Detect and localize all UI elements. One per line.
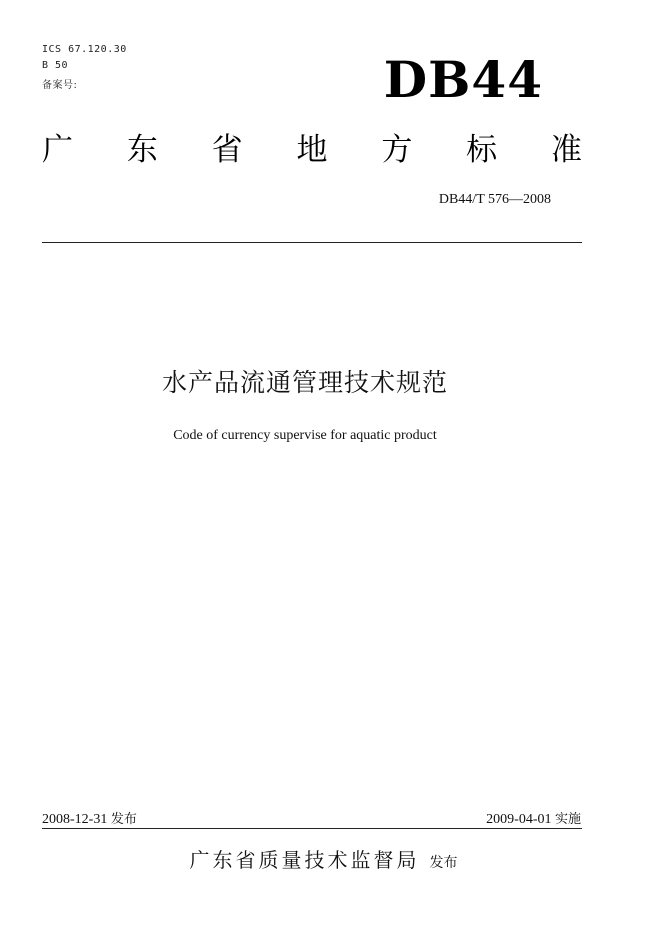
top-divider: [42, 242, 582, 243]
filing-number-label: 备案号:: [42, 80, 78, 91]
document-title-en: Code of currency supervise for aquatic product: [173, 428, 437, 443]
standard-code-logo: DB44: [383, 50, 543, 109]
standard-type-char: 方: [381, 132, 413, 168]
issue-label: 发布: [110, 812, 137, 827]
standard-type-char: 东: [126, 132, 158, 168]
standard-number: DB44/T 576—2008: [438, 192, 551, 207]
issue-date: 2008-12-31: [42, 812, 108, 827]
implement-date-line: [486, 808, 581, 828]
standard-type-char: 省: [211, 132, 243, 168]
standard-type-heading: [42, 130, 582, 170]
standard-type-char: 地: [296, 132, 328, 168]
issue-date-line: [42, 808, 137, 828]
standard-type-char: 标: [466, 132, 498, 168]
implement-date: 2009-04-01: [486, 812, 552, 827]
bottom-divider: [42, 828, 582, 829]
ics-code: ICS 67.120.30: [42, 44, 127, 55]
issuer-name: 广东省质量技术监督局: [189, 848, 420, 872]
implement-label: 实施: [554, 812, 581, 827]
document-title-cn: 水产品流通管理技术规范: [161, 368, 448, 397]
standard-type-char: 准: [550, 132, 582, 168]
standard-type-char: 广: [42, 132, 73, 168]
issuer-label: 发布: [429, 855, 458, 871]
ccs-code: B 50: [42, 60, 69, 71]
issuer-line: [0, 845, 647, 878]
